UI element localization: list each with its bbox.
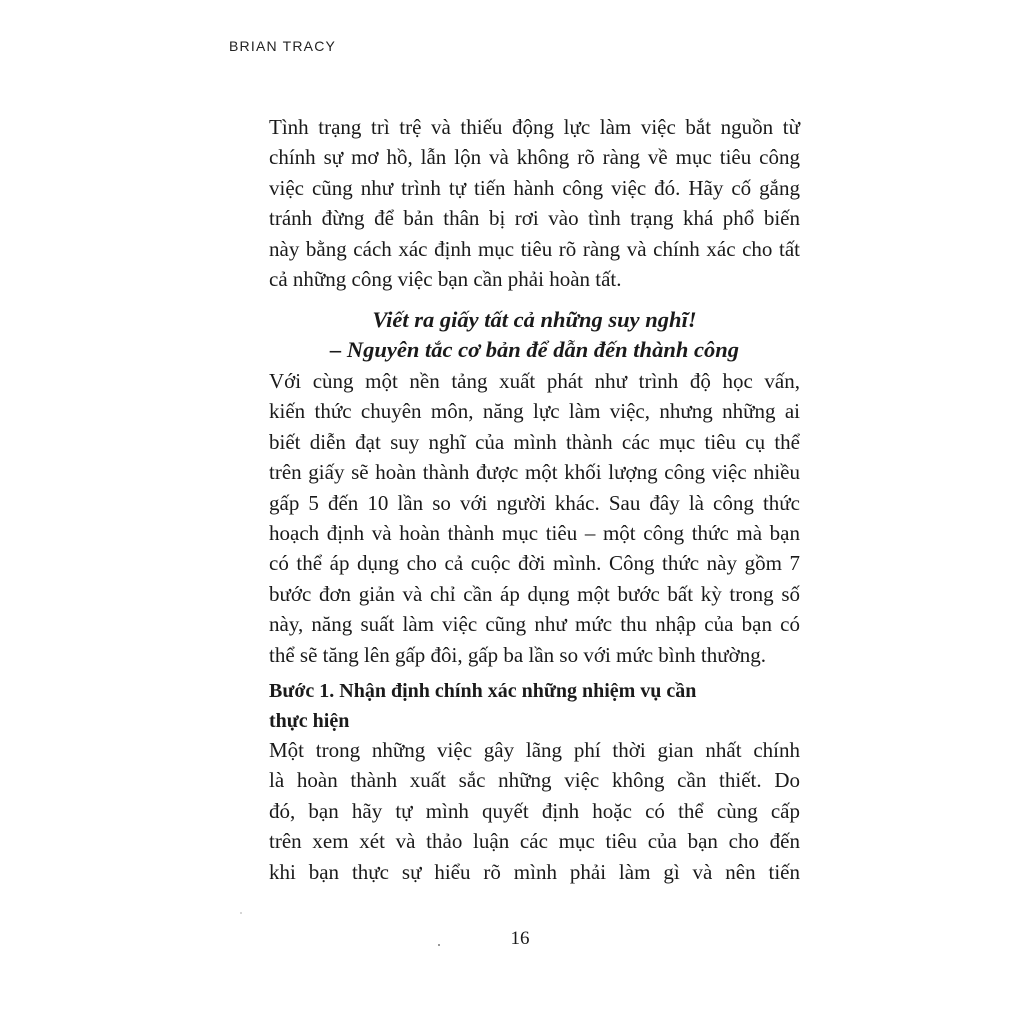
paragraph-line: này, năng suất làm việc cũng như mức thu nhập của bạn có	[269, 612, 800, 637]
paragraph-line: biết diễn đạt suy nghĩ của mình thành các mục tiêu cụ thể	[269, 429, 800, 454]
print-speck	[240, 912, 242, 914]
paragraph-line: khi bạn thực sự hiểu rõ mình phải làm gì và nên tiến	[269, 859, 800, 884]
paragraph-line: này bằng cách xác định mục tiêu rõ ràng và chính xác cho tất	[269, 236, 800, 261]
paragraph-intro	[269, 112, 800, 294]
paragraph-line: chính sự mơ hồ, lẫn lộn và không rõ ràng về mục tiêu công	[269, 145, 800, 170]
section-heading	[269, 305, 800, 365]
step-title-line: thực hiện	[269, 710, 350, 732]
paragraph-line: trên giấy sẽ hoàn thành được một khối lượng công việc nhiều	[269, 460, 800, 485]
running-header: BRIAN TRACY	[229, 38, 337, 54]
paragraph-line: có thể áp dụng cho cả cuộc đời mình. Công thức này gồm 7	[269, 551, 800, 576]
paragraph-line: cả những công việc bạn cần phải hoàn tất.	[269, 267, 622, 292]
paragraph-line: tránh đừng để bản thân bị rơi vào tình trạng khá phổ biến	[269, 206, 800, 231]
paragraph-line: hoạch định và hoàn thành mục tiêu – một công thức mà bạn	[269, 521, 800, 546]
page-number: 16	[510, 928, 530, 949]
paragraph-line: thể sẽ tăng lên gấp đôi, gấp ba lần so với mức bình thường.	[269, 642, 766, 667]
paragraph-line: Với cùng một nền tảng xuất phát như trình độ học vấn,	[269, 369, 800, 393]
paragraph-line: bước đơn giản và chỉ cần áp dụng một bước bất kỳ trong số	[269, 581, 800, 606]
paragraph-line: việc cũng như trình tự tiến hành công việc đó. Hãy cố gắng	[269, 175, 800, 200]
paragraph-line: trên xem xét và thảo luận các mục tiêu của bạn cho đến	[269, 829, 800, 854]
step-1-title	[269, 676, 800, 736]
paragraph-line: kiến thức chuyên môn, năng lực làm việc, nhưng những ai	[269, 399, 800, 424]
paragraph-line: là hoàn thành xuất sắc những việc không cần thiết. Do	[269, 768, 800, 793]
paragraph-line: gấp 5 đến 10 lần so với người khác. Sau đây là công thức	[269, 490, 800, 515]
paragraph-step-1	[269, 735, 800, 887]
step-title-line: Bước 1. Nhận định chính xác những nhiệm vụ cần	[269, 680, 697, 702]
paragraph-line: Một trong những việc gây lãng phí thời gian nhất chính	[269, 738, 800, 762]
section-heading-line: – Nguyên tắc cơ bản để dẫn đến thành công	[330, 337, 739, 362]
paragraph-line: Tình trạng trì trệ và thiếu động lực làm việc bắt nguồn từ	[269, 115, 800, 139]
print-speck	[438, 944, 440, 946]
paragraph-line: đó, bạn hãy tự mình quyết định hoặc có thể cùng cấp	[269, 798, 800, 823]
paragraph-formula	[269, 366, 800, 670]
section-heading-line: Viết ra giấy tất cả những suy nghĩ!	[372, 307, 697, 332]
